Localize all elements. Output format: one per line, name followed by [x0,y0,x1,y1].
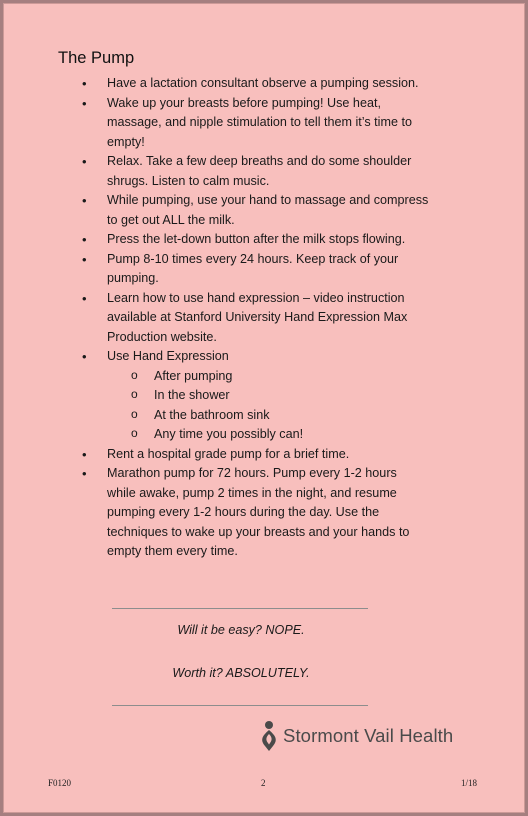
bullet-line: Production website. [107,329,217,344]
bullet-line: empty them every time. [107,544,238,558]
bullet-line: Have a lactation consultant observe a pumping session. [107,76,419,90]
sub-bullet-item [107,386,464,406]
section-heading: The Pump [58,49,135,67]
logo-mark-icon [257,720,281,752]
sub-bullet-marker: o [131,387,138,401]
tagline-worth: Worth it? ABSOLUTELY. [172,666,310,680]
sub-bullet-text: Any time you possibly can! [154,427,304,441]
bullet-marker: • [82,76,87,91]
footer-revision-date: 1/18 [461,778,478,788]
footer-page-number: 2 [261,778,266,788]
sub-bullet-text: In the shower [154,388,230,402]
bullet-line: Relax. Take a few deep breaths and do some shoulder [107,154,412,168]
bullet-marker: • [82,95,87,111]
bullet-line: Pump 8-10 times every 24 hours. Keep track of your [107,251,399,266]
bullet-marker: • [82,232,87,247]
bullet-line: available at Stanford University Hand Expression Max [107,310,408,324]
bullet-line: to get out ALL the milk. [107,212,235,227]
bullet-item [4,445,464,465]
sub-bullet-list [107,367,464,445]
tagline-easy: Will it be easy? NOPE. [177,623,305,637]
bullet-line: While pumping, use your hand to massage and compress [107,193,429,207]
bullet-line: Marathon pump for 72 hours. Pump every 1-2 hours [107,466,397,480]
bullet-marker: • [82,446,87,462]
bullet-line: empty! [107,134,145,149]
logo-text: Stormont Vail Health [283,725,454,746]
bullet-marker: • [82,349,87,364]
stormont-vail-logo [257,719,453,753]
bullet-item [4,152,464,191]
bullet-item [4,74,464,94]
bullet-line: Learn how to use hand expression – video instruction [107,290,405,305]
sub-bullet-item [107,425,464,445]
bullet-line: Use Hand Expression [107,349,229,363]
sub-bullet-item [107,406,464,426]
sub-bullet-text: At the bathroom sink [154,407,270,422]
bullet-item [4,289,464,348]
bullet-marker: • [82,251,87,267]
bullet-item [4,94,464,153]
bullet-marker: • [82,290,87,306]
bullet-item [4,464,464,562]
bullet-line: Press the let-down button after the milk stops flowing. [107,232,406,246]
divider-top [112,608,368,609]
bullet-line: techniques to wake up your breasts and your hands to [107,524,410,539]
bullet-line: massage, and nipple stimulation to tell them it’s time to [107,115,412,129]
sub-bullet-text: After pumping [154,368,233,383]
bullet-marker: • [82,466,87,481]
bullet-item [4,230,464,250]
sub-bullet-marker: o [131,406,138,421]
bullet-line: while awake, pump 2 times in the night, and resume [107,485,397,500]
divider-bottom [112,705,368,706]
bullet-line: pumping. [107,271,159,285]
sub-bullet-marker: o [131,426,138,440]
sub-bullet-item [107,367,464,387]
document-page [3,3,525,813]
bullet-item [4,250,464,289]
bullet-line: Rent a hospital grade pump for a brief time. [107,446,350,461]
bullet-marker: • [82,154,87,169]
bullet-line: Wake up your breasts before pumping! Use heat, [107,95,381,110]
sub-bullet-marker: o [131,367,138,382]
bullet-item [4,191,464,230]
bullet-line: pumping every 1-2 hours during the day. Use the [107,505,380,519]
bullet-line: shrugs. Listen to calm music. [107,173,270,188]
bullet-list [4,74,464,562]
bullet-marker: • [82,193,87,208]
bullet-item [4,347,464,445]
footer-form-number: F0120 [48,778,72,788]
